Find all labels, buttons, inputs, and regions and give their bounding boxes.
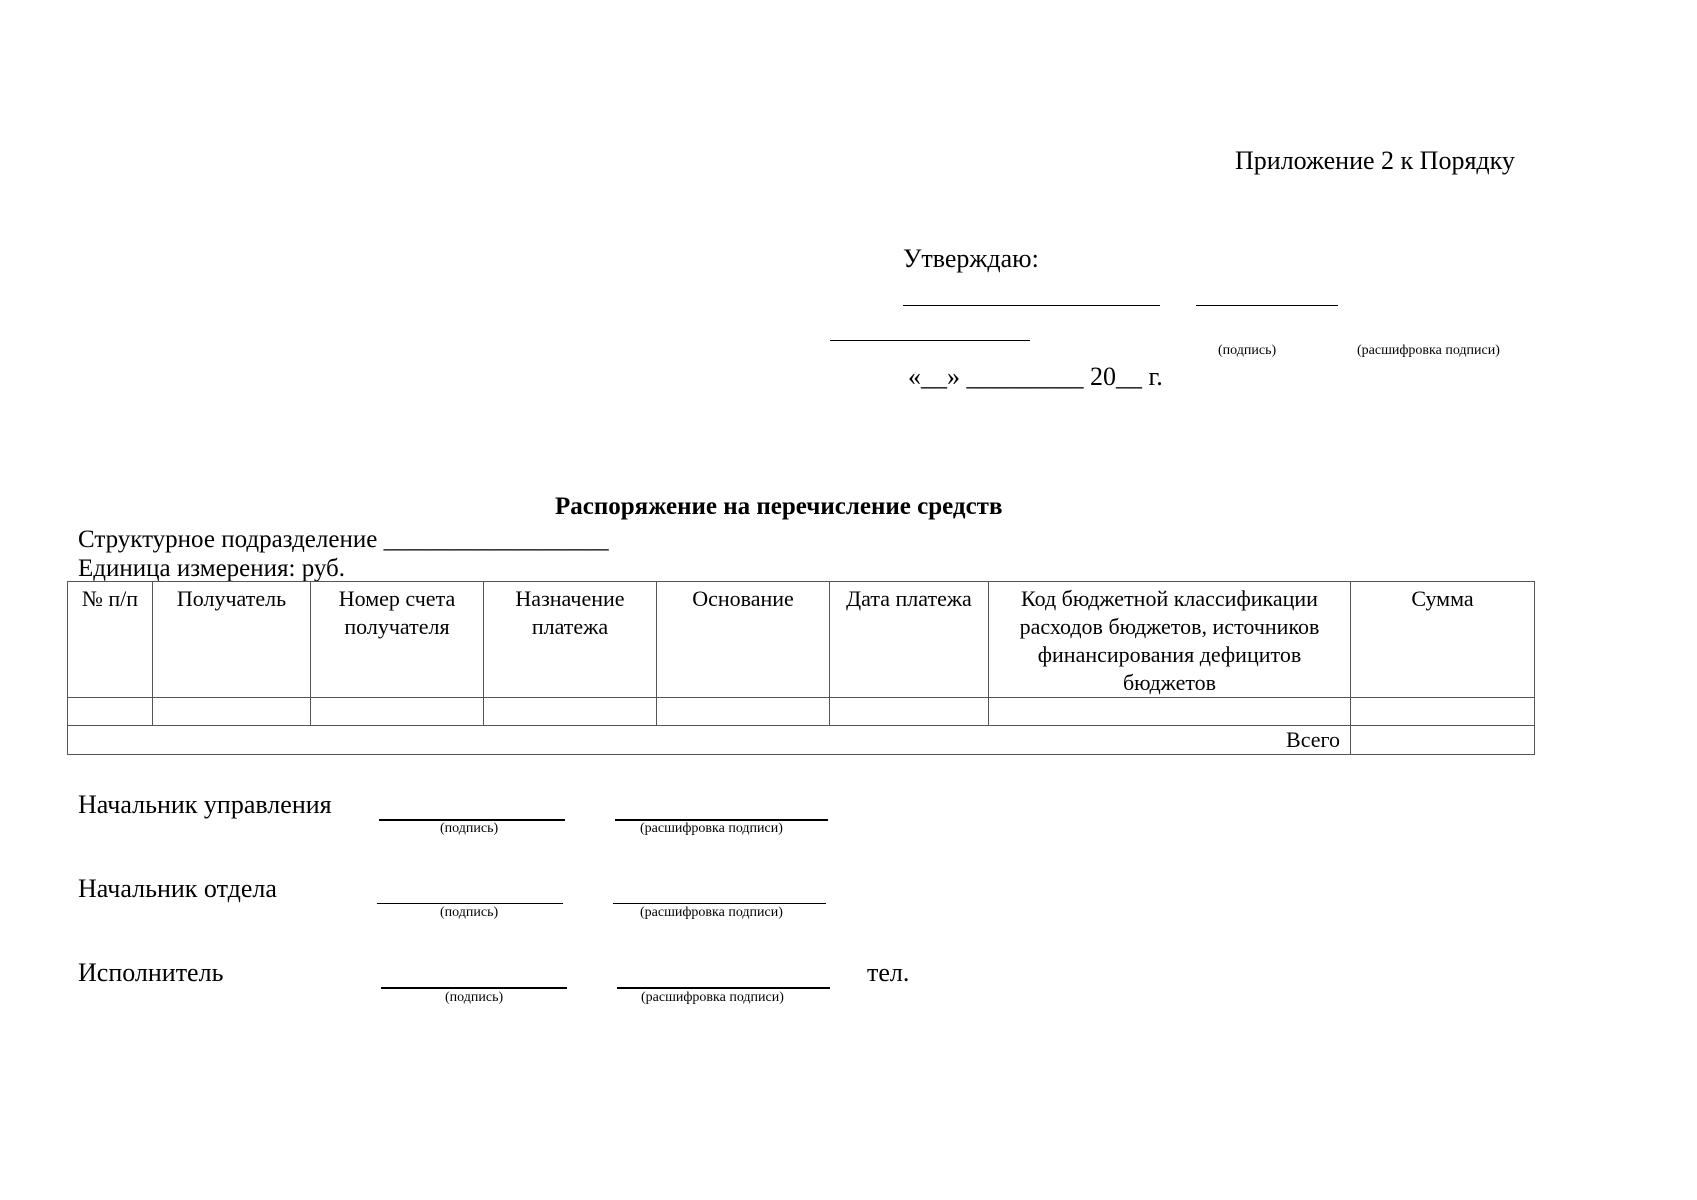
table-cell [153, 698, 311, 726]
signature-decode-line [617, 987, 830, 989]
header-cell-recipient: Получатель [153, 582, 311, 698]
total-amount-cell [1351, 726, 1535, 755]
header-cell-budget-code: Код бюджетной классификации расходов бюджетов, источников финансирования дефицитов бюджетов [989, 582, 1351, 698]
signature-line [377, 903, 563, 904]
approval-extra-line [830, 340, 1030, 341]
signature-caption: (подпись) [440, 905, 499, 920]
approval-date-line: «__» _________ 20__ г. [908, 362, 1163, 391]
header-cell-amount: Сумма [1351, 582, 1535, 698]
table-cell [68, 698, 153, 726]
header-cell-account: Номер счета получателя [311, 582, 484, 698]
decode-caption: (расшифровка подписи) [640, 905, 783, 920]
phone-label: тел. [867, 958, 910, 987]
table-total-row [68, 726, 1535, 755]
approval-position-line [903, 305, 1160, 306]
table-cell [484, 698, 657, 726]
decode-caption: (расшифровка подписи) [640, 821, 783, 836]
signature-role-head-of-section: Начальник отдела [78, 874, 277, 903]
header-cell-number: № п/п [68, 582, 153, 698]
document-title: Распоряжение на перечисление средств [555, 493, 1003, 520]
decode-caption: (расшифровка подписи) [641, 990, 784, 1005]
signature-line [381, 987, 567, 989]
table-cell [1351, 698, 1535, 726]
unit-label: Единица измерения: руб. [78, 555, 346, 582]
division-label: Структурное подразделение __________________ [78, 526, 609, 553]
signature-role-head-of-department: Начальник управления [78, 790, 332, 819]
table-cell [311, 698, 484, 726]
table-header-row [68, 582, 1535, 698]
signature-role-executor: Исполнитель [78, 958, 224, 987]
appendix-label: Приложение 2 к Порядку [1235, 146, 1515, 175]
signature-caption: (подпись) [445, 990, 504, 1005]
approval-decode-caption: (расшифровка подписи) [1357, 343, 1500, 358]
payment-table [67, 581, 1535, 755]
header-cell-date: Дата платежа [830, 582, 989, 698]
table-row [68, 698, 1535, 726]
table-cell [657, 698, 830, 726]
header-cell-basis: Основание [657, 582, 830, 698]
header-cell-purpose: Назначение платежа [484, 582, 657, 698]
total-label: Всего [68, 726, 1351, 755]
signature-decode-line [613, 903, 826, 904]
table-cell [830, 698, 989, 726]
table-cell [989, 698, 1351, 726]
approval-name-line [1196, 305, 1338, 306]
approval-label: Утверждаю: [903, 244, 1039, 273]
approval-signature-caption: (подпись) [1218, 343, 1277, 358]
signature-caption: (подпись) [440, 821, 499, 836]
